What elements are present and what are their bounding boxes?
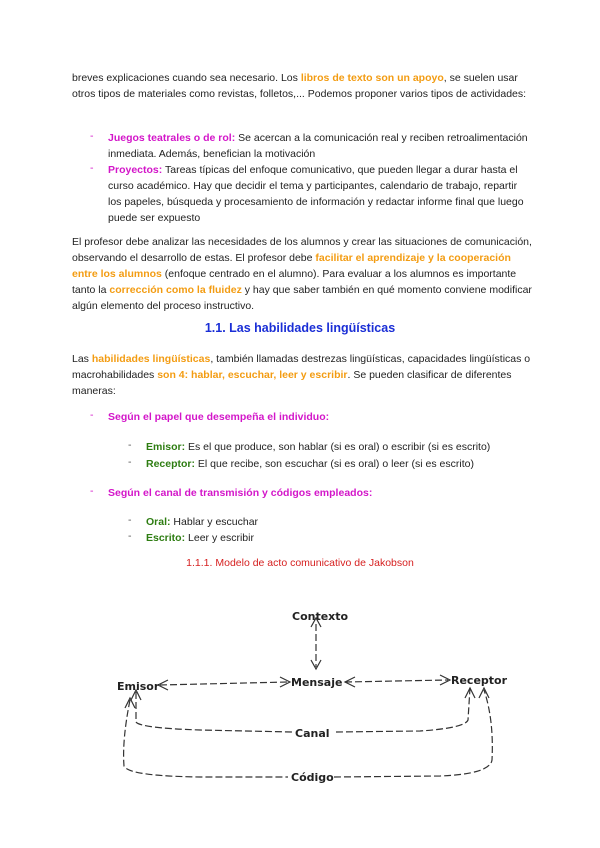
- dash-bullet: -: [90, 409, 94, 421]
- teacher-text-2: (enfoque centrado en el alumno). Para evaluar a los alumnos es importante tanto la: [72, 268, 517, 296]
- skills-highlight-2: son 4: hablar, escuchar, leer y escribir: [157, 369, 348, 381]
- class2-item-escrito: [146, 530, 546, 546]
- canal-right-line: [336, 688, 470, 732]
- codigo-left-line: [124, 700, 288, 777]
- activity-item-projects: [108, 162, 528, 226]
- class1-item-emisor: [146, 439, 546, 455]
- dash-bullet: -: [90, 485, 94, 497]
- class1-title: Según el papel que desempeña el individuo:: [108, 411, 330, 423]
- item-term: Oral:: [146, 516, 171, 528]
- skills-paragraph: [72, 351, 532, 399]
- diagram-emisor: Emisor: [117, 680, 160, 693]
- arrow-up-icon: [479, 688, 489, 698]
- intro-paragraph: [72, 70, 532, 102]
- section-heading: 1.1. Las habilidades lingüísticas: [204, 321, 396, 335]
- arrow-right-icon: [440, 675, 450, 685]
- dash-bullet: -: [90, 130, 94, 142]
- class2-item-oral: [146, 514, 546, 530]
- mensaje-receptor-line: [345, 680, 448, 682]
- intro-text-2: , se suelen usar otros tipos de materiales como revistas, folletos,... Podemos proponer varios tipos de actividades:: [72, 72, 527, 100]
- item-text: Es el que produce, son hablar (si es oral) o escribir (si es escrito): [185, 441, 491, 453]
- arrow-up-icon: [125, 698, 135, 708]
- item-text: Hablar y escuchar: [170, 516, 259, 528]
- teacher-text-3: y hay que saber también en qué momento conviene modificar algún elemento del proceso instructivo.: [72, 284, 532, 312]
- arrow-up-icon: [311, 618, 321, 627]
- teacher-text-1: El profesor debe analizar las necesidades de los alumnos y crear las situaciones de comunicación, observando el desarrollo de estas. El profesor debe: [72, 236, 532, 264]
- item-term: Escrito:: [146, 532, 186, 544]
- arrow-left-icon: [345, 677, 355, 687]
- arrow-right-icon: [280, 677, 290, 687]
- dash-bullet: -: [128, 439, 132, 451]
- arrow-up-icon: [465, 688, 475, 698]
- teacher-highlight-1: facilitar el aprendizaje y la cooperación entre los alumnos: [72, 252, 511, 280]
- dash-bullet: -: [90, 162, 94, 174]
- item-text: El que recibe, son escuchar (si es oral) o leer (si es escrito): [195, 458, 474, 470]
- subheading: 1.1.1. Modelo de acto comunicativo de Jakobson: [186, 557, 414, 569]
- skills-highlight-1: habilidades lingüísticas: [91, 353, 211, 365]
- arrow-up-icon: [131, 690, 141, 700]
- teacher-paragraph: [72, 234, 532, 314]
- intro-text-1: breves explicaciones cuando sea necesario. Los: [72, 72, 301, 84]
- dash-bullet: -: [128, 456, 132, 468]
- dash-bullet: -: [128, 530, 132, 542]
- diagram-mensaje: Mensaje: [291, 676, 343, 689]
- diagram-canal: Canal: [295, 727, 330, 740]
- teacher-highlight-2: corrección como la fluidez: [109, 284, 242, 296]
- activity-text: Tareas típicas del enfoque comunicativo, que pueden llegar a durar hasta el curso académico. Hay que decidir el tema y participantes, calendario de trabajo, repartir los papeles, búsqueda y procesamiento de información y redactar informe final que luego puede ser expuesto: [108, 164, 524, 224]
- skills-text-1: Las: [72, 353, 92, 365]
- activity-term: Proyectos:: [108, 164, 163, 176]
- emisor-mensaje-line: [160, 682, 288, 685]
- activity-item-roleplay: [108, 130, 528, 162]
- codigo-right-line: [334, 690, 492, 777]
- activity-text: Se acercan a la comunicación real y reciben retroalimentación inmediata. Además, benefician la motivación: [108, 132, 528, 160]
- intro-highlight: libros de texto son un apoyo: [300, 72, 444, 84]
- diagram-codigo: Código: [291, 771, 334, 784]
- canal-left-line: [136, 692, 292, 732]
- item-text: Leer y escribir: [185, 532, 254, 544]
- arrow-left-icon: [158, 680, 168, 690]
- diagram-contexto: Contexto: [292, 610, 349, 623]
- class2-title: Según el canal de transmisión y códigos empleados:: [108, 487, 373, 499]
- class1-item-receptor: [146, 456, 546, 472]
- activity-term: Juegos teatrales o de rol:: [108, 132, 236, 144]
- diagram-receptor: Receptor: [451, 674, 508, 687]
- dash-bullet: -: [128, 514, 132, 526]
- item-term: Emisor:: [146, 441, 186, 453]
- item-term: Receptor:: [146, 458, 196, 470]
- skills-text-2: , también llamadas destrezas lingüísticas, capacidades lingüísticas o macrohabilidades: [72, 353, 531, 381]
- arrow-down-icon: [311, 660, 321, 669]
- skills-text-3: . Se pueden clasificar de diferentes maneras:: [72, 369, 512, 397]
